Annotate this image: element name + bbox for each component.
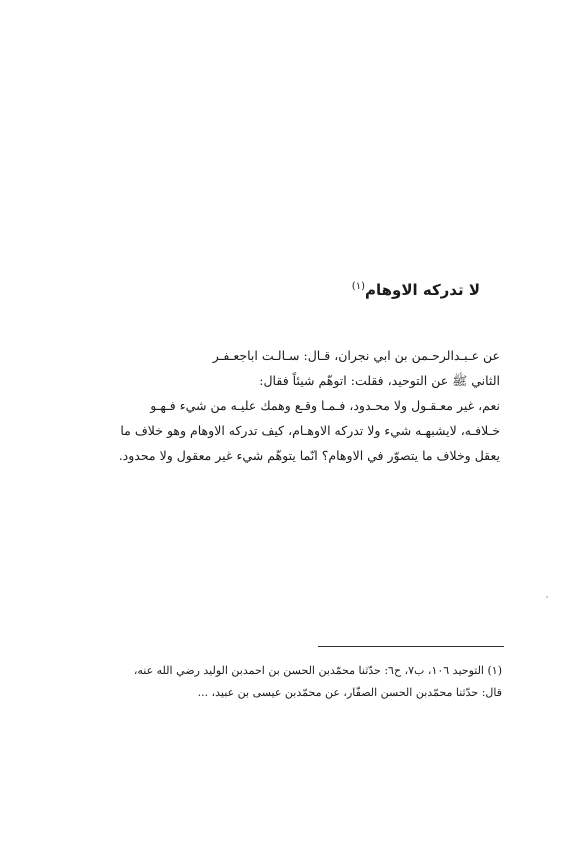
paragraph-line: الثاني ﷺ عن التوحيد، فقلت: اتوهّم شيئاً فقال: [259, 373, 500, 388]
heading-title: لا تدركه الاوهام [364, 281, 480, 299]
scan-speck [546, 596, 548, 598]
footnote-reference-mark: (١) [351, 281, 365, 292]
footnote [68, 660, 502, 704]
footnote-divider [318, 646, 504, 647]
footnote-line: (١) التوحيد ١٠٦، ب٧، ح٦: حدّثنا محمّدبن الحسن بن احمدبن الوليد رضي الله عنه، [133, 664, 502, 677]
paragraph-line: خـلافـه، لايشبهـه شيء ولا تدركه الاوهـام، كيف تدركه الاوهام وهو خلاف ما [120, 423, 500, 438]
hadith-paragraph [68, 343, 500, 468]
section-heading [60, 281, 480, 299]
paragraph-line: يعقل وخلاف ما يتصوّر في الاوهام؟ انّما يتوهّم شيء غير معقول ولا محدود. [118, 448, 500, 463]
paragraph-line: عن عـبـدالرحـمن بن ابي نجران، قـال: سـالـت اباجعـفـر [212, 348, 500, 363]
footnote-line: قال: حدّثنا محمّدبن الحسن الصفّار، عن محمّدبن عيسى بن عبيد، ... [197, 686, 502, 699]
paragraph-line: نعم، غير معـقـول ولا محـدود، فـمـا وقـع وهمك عليـه من شيء فـهـو [150, 398, 500, 413]
